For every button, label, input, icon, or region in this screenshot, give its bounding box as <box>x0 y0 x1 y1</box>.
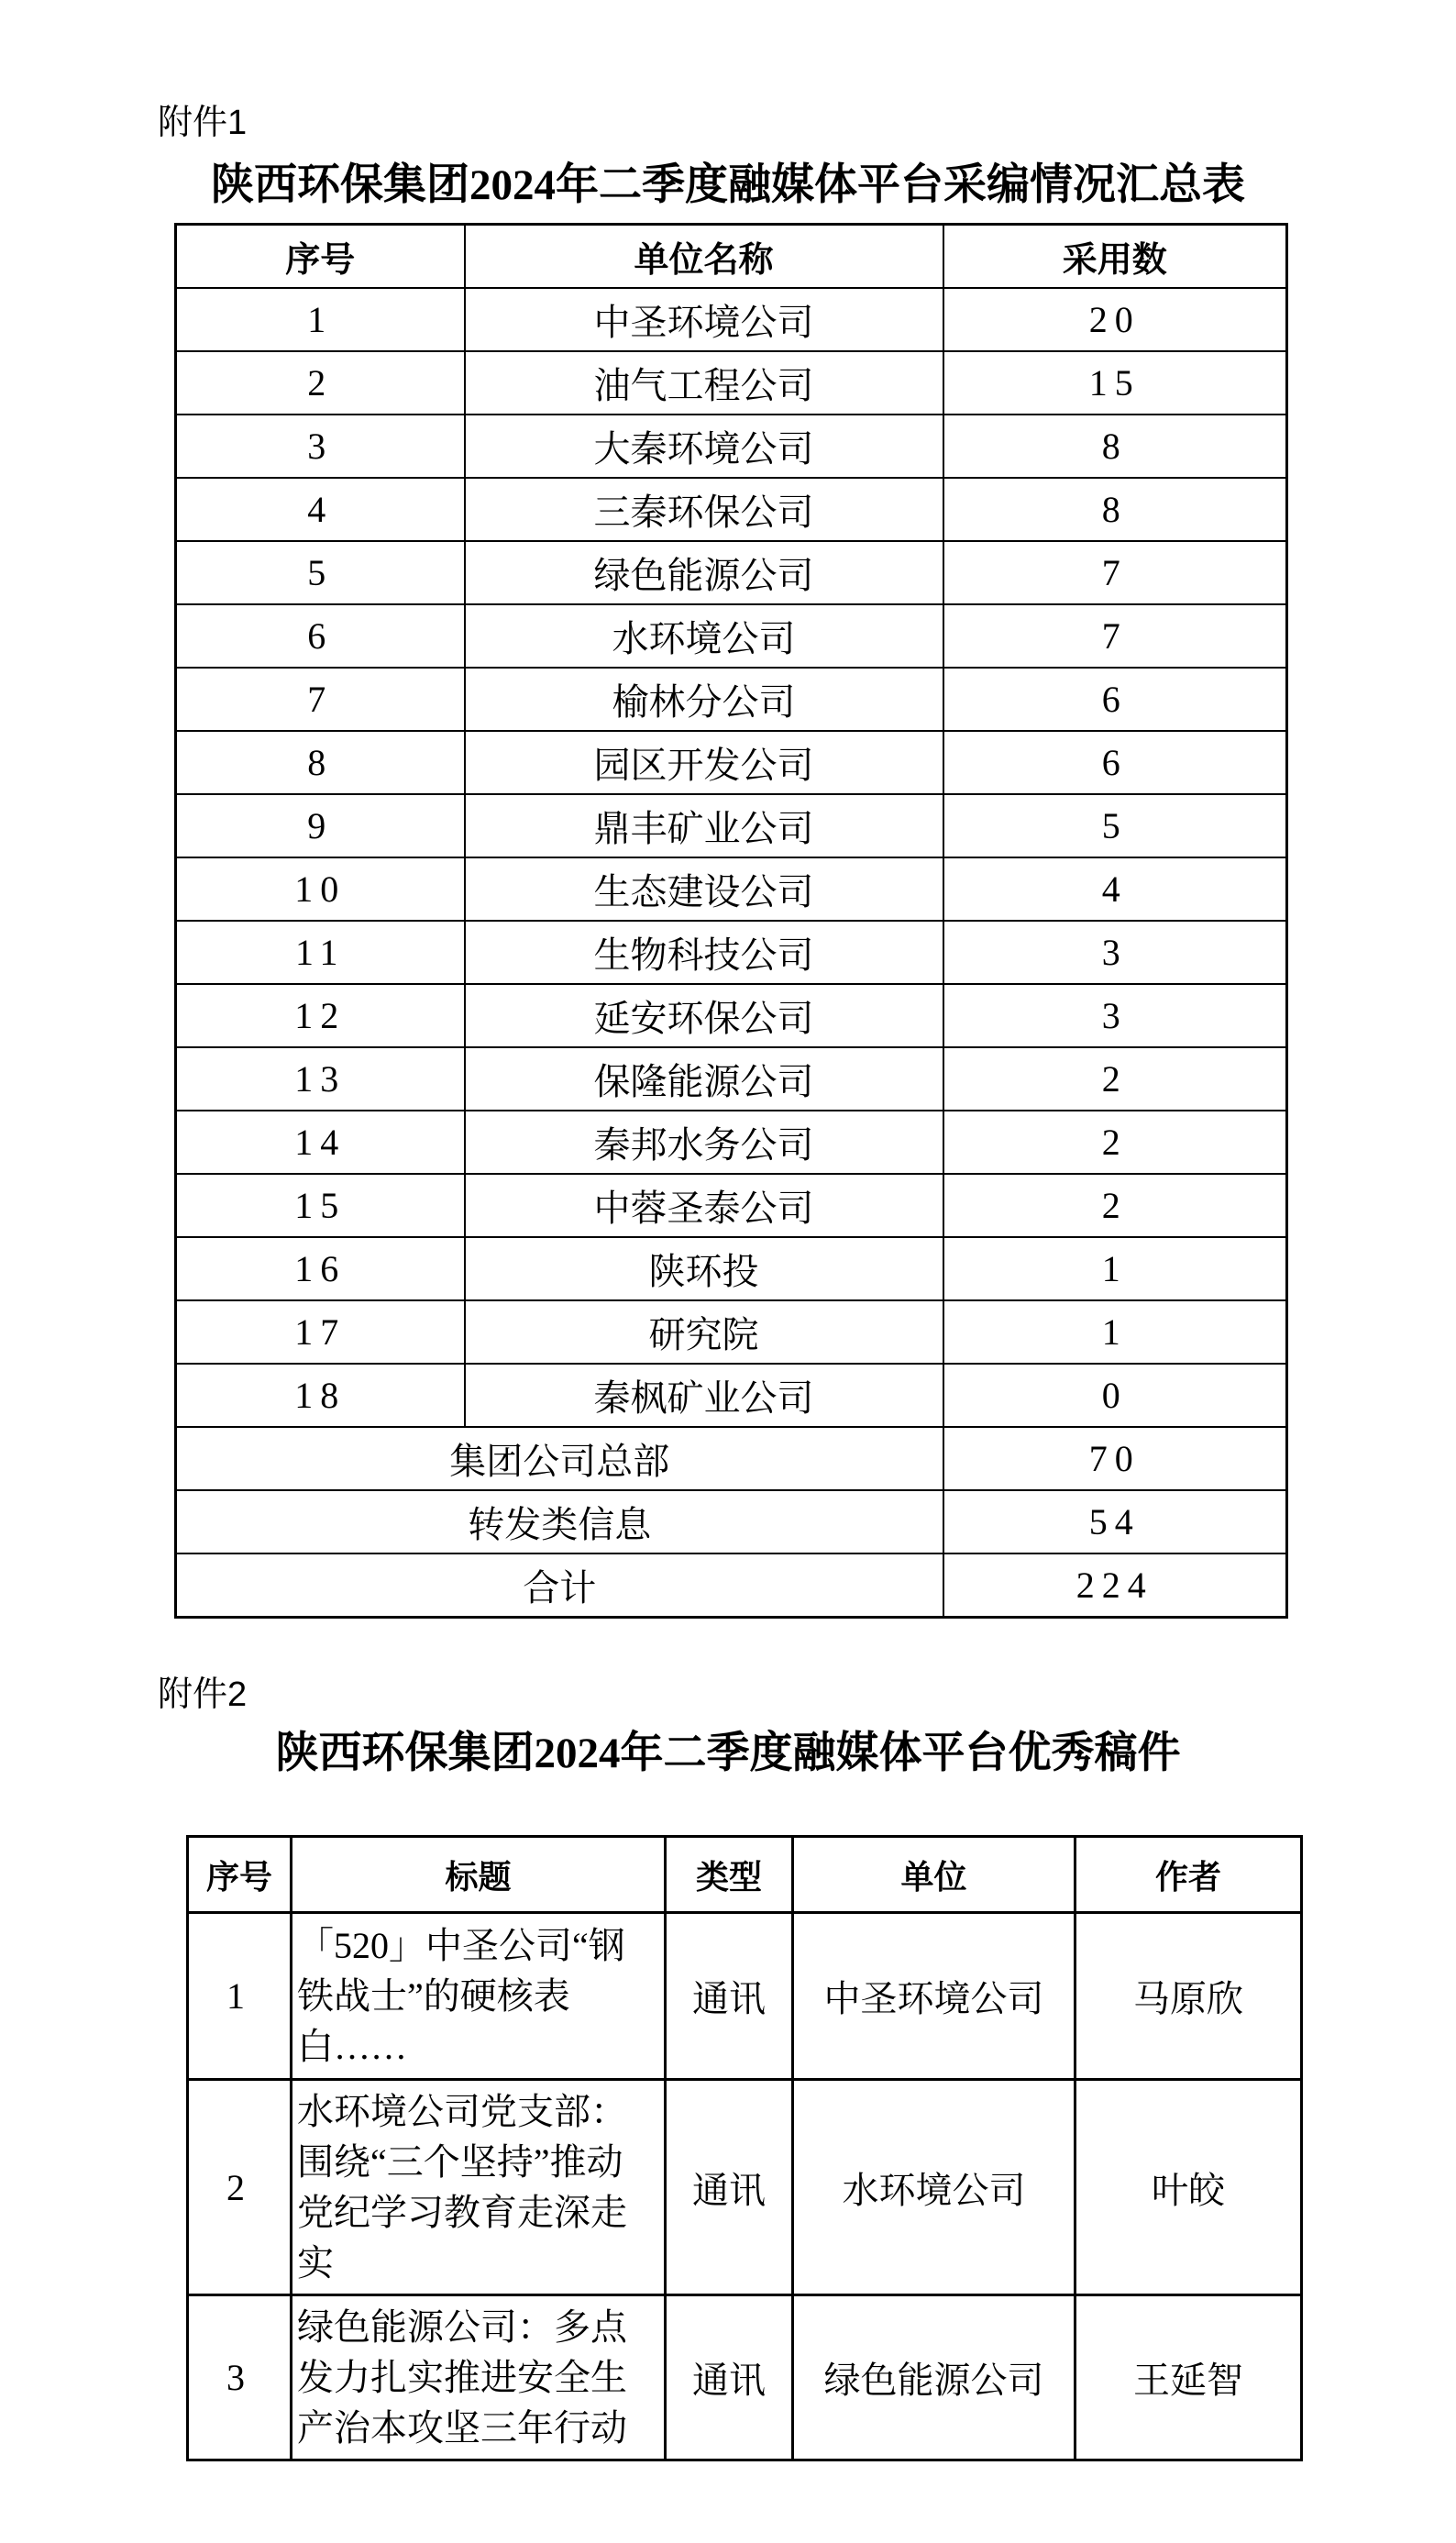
adopt-count-cell: 2 <box>943 1111 1287 1174</box>
t1-col-header-count: 采用数 <box>943 225 1287 289</box>
unit-name-cell: 秦邦水务公司 <box>465 1111 943 1174</box>
t2-col-header-title: 标题 <box>292 1837 666 1913</box>
article-unit-cell: 绿色能源公司 <box>793 2295 1075 2460</box>
t2-col-header-type: 类型 <box>666 1837 793 1913</box>
unit-name-cell: 榆林分公司 <box>465 668 943 731</box>
t1-col-header-unit: 单位名称 <box>465 225 943 289</box>
summary-table-row <box>176 604 1287 668</box>
summary-table-title: 陕西环保集团2024年二季度融媒体平台采编情况汇总表 <box>211 161 1245 209</box>
row-index-cell: 4 <box>176 478 465 541</box>
footer-count-cell: 70 <box>943 1427 1287 1490</box>
articles-table-header-row <box>188 1837 1302 1913</box>
summary-table-row <box>176 288 1287 351</box>
unit-name-cell: 绿色能源公司 <box>465 541 943 604</box>
summary-table-footer-row <box>176 1553 1287 1618</box>
summary-table-row <box>176 1300 1287 1364</box>
article-type-cell: 通讯 <box>666 2295 793 2460</box>
footer-count-cell: 54 <box>943 1490 1287 1553</box>
adopt-count-cell: 5 <box>943 794 1287 857</box>
summary-table-row <box>176 857 1287 921</box>
adopt-count-cell: 20 <box>943 288 1287 351</box>
row-index-cell: 16 <box>176 1237 465 1300</box>
row-index-cell: 2 <box>176 351 465 415</box>
summary-table-row <box>176 1364 1287 1427</box>
adopt-count-cell: 1 <box>943 1300 1287 1364</box>
article-unit-cell: 水环境公司 <box>793 2080 1075 2295</box>
t1-col-header-index: 序号 <box>176 225 465 289</box>
adopt-count-cell: 6 <box>943 731 1287 794</box>
articles-table-title: 陕西环保集团2024年二季度融媒体平台优秀稿件 <box>275 1730 1181 1777</box>
t2-col-header-author: 作者 <box>1075 1837 1302 1913</box>
adopt-count-cell: 8 <box>943 415 1287 478</box>
adopt-count-cell: 3 <box>943 984 1287 1047</box>
articles-table-row <box>188 2295 1302 2460</box>
summary-table-row <box>176 1047 1287 1111</box>
unit-name-cell: 陕环投 <box>465 1237 943 1300</box>
footer-label-cell: 集团公司总部 <box>176 1427 943 1490</box>
summary-table-row <box>176 415 1287 478</box>
adopt-count-cell: 15 <box>943 351 1287 415</box>
article-author-cell: 马原欣 <box>1075 1913 1302 2080</box>
unit-name-cell: 三秦环保公司 <box>465 478 943 541</box>
article-title-cell: 绿色能源公司：多点发力扎实推进安全生产治本攻坚三年行动 <box>292 2295 666 2460</box>
unit-name-cell: 水环境公司 <box>465 604 943 668</box>
articles-table <box>186 1835 1303 2461</box>
row-index-cell: 7 <box>176 668 465 731</box>
adopt-count-cell: 2 <box>943 1047 1287 1111</box>
article-title-cell: 「520」中圣公司“钢铁战士”的硬核表白…… <box>292 1913 666 2080</box>
unit-name-cell: 大秦环境公司 <box>465 415 943 478</box>
unit-name-cell: 鼎丰矿业公司 <box>465 794 943 857</box>
unit-name-cell: 园区开发公司 <box>465 731 943 794</box>
adopt-count-cell: 2 <box>943 1174 1287 1237</box>
article-author-cell: 王延智 <box>1075 2295 1302 2460</box>
adopt-count-cell: 1 <box>943 1237 1287 1300</box>
row-index-cell: 5 <box>176 541 465 604</box>
attachment2-label: 附件2 <box>158 1675 248 1714</box>
adopt-count-cell: 0 <box>943 1364 1287 1427</box>
adopt-count-cell: 8 <box>943 478 1287 541</box>
summary-table-row <box>176 541 1287 604</box>
summary-table-row <box>176 1237 1287 1300</box>
footer-label-cell: 转发类信息 <box>176 1490 943 1553</box>
unit-name-cell: 延安环保公司 <box>465 984 943 1047</box>
row-index-cell: 11 <box>176 921 465 984</box>
article-title-cell: 水环境公司党支部：围绕“三个坚持”推动党纪学习教育走深走实 <box>292 2080 666 2295</box>
row-index-cell: 9 <box>176 794 465 857</box>
summary-table-row <box>176 731 1287 794</box>
row-index-cell: 13 <box>176 1047 465 1111</box>
article-author-cell: 叶皎 <box>1075 2080 1302 2295</box>
articles-table-row <box>188 1913 1302 2080</box>
row-index-cell: 18 <box>176 1364 465 1427</box>
summary-table-header-row <box>176 225 1287 289</box>
row-index-cell: 1 <box>176 288 465 351</box>
unit-name-cell: 中圣环境公司 <box>465 288 943 351</box>
adopt-count-cell: 3 <box>943 921 1287 984</box>
footer-count-cell: 224 <box>943 1553 1287 1618</box>
unit-name-cell: 中蓉圣泰公司 <box>465 1174 943 1237</box>
row-index-cell: 14 <box>176 1111 465 1174</box>
summary-table <box>174 223 1288 1619</box>
article-no-cell: 3 <box>188 2295 292 2460</box>
unit-name-cell: 生物科技公司 <box>465 921 943 984</box>
summary-table-row <box>176 921 1287 984</box>
unit-name-cell: 油气工程公司 <box>465 351 943 415</box>
footer-label-cell: 合计 <box>176 1553 943 1618</box>
row-index-cell: 15 <box>176 1174 465 1237</box>
adopt-count-cell: 6 <box>943 668 1287 731</box>
summary-table-footer-row <box>176 1427 1287 1490</box>
adopt-count-cell: 7 <box>943 604 1287 668</box>
summary-table-row <box>176 351 1287 415</box>
articles-table-row <box>188 2080 1302 2295</box>
t2-col-header-index: 序号 <box>188 1837 292 1913</box>
unit-name-cell: 保隆能源公司 <box>465 1047 943 1111</box>
row-index-cell: 17 <box>176 1300 465 1364</box>
article-no-cell: 1 <box>188 1913 292 2080</box>
row-index-cell: 10 <box>176 857 465 921</box>
t2-col-header-unit: 单位 <box>793 1837 1075 1913</box>
row-index-cell: 12 <box>176 984 465 1047</box>
summary-table-row <box>176 1174 1287 1237</box>
row-index-cell: 6 <box>176 604 465 668</box>
row-index-cell: 3 <box>176 415 465 478</box>
article-unit-cell: 中圣环境公司 <box>793 1913 1075 2080</box>
row-index-cell: 8 <box>176 731 465 794</box>
summary-table-row <box>176 984 1287 1047</box>
summary-table-row <box>176 478 1287 541</box>
unit-name-cell: 秦枫矿业公司 <box>465 1364 943 1427</box>
article-type-cell: 通讯 <box>666 1913 793 2080</box>
summary-table-row <box>176 668 1287 731</box>
article-no-cell: 2 <box>188 2080 292 2295</box>
adopt-count-cell: 7 <box>943 541 1287 604</box>
adopt-count-cell: 4 <box>943 857 1287 921</box>
summary-table-row <box>176 794 1287 857</box>
attachment1-label: 附件1 <box>158 104 248 142</box>
article-type-cell: 通讯 <box>666 2080 793 2295</box>
unit-name-cell: 生态建设公司 <box>465 857 943 921</box>
unit-name-cell: 研究院 <box>465 1300 943 1364</box>
summary-table-row <box>176 1111 1287 1174</box>
summary-table-footer-row <box>176 1490 1287 1553</box>
